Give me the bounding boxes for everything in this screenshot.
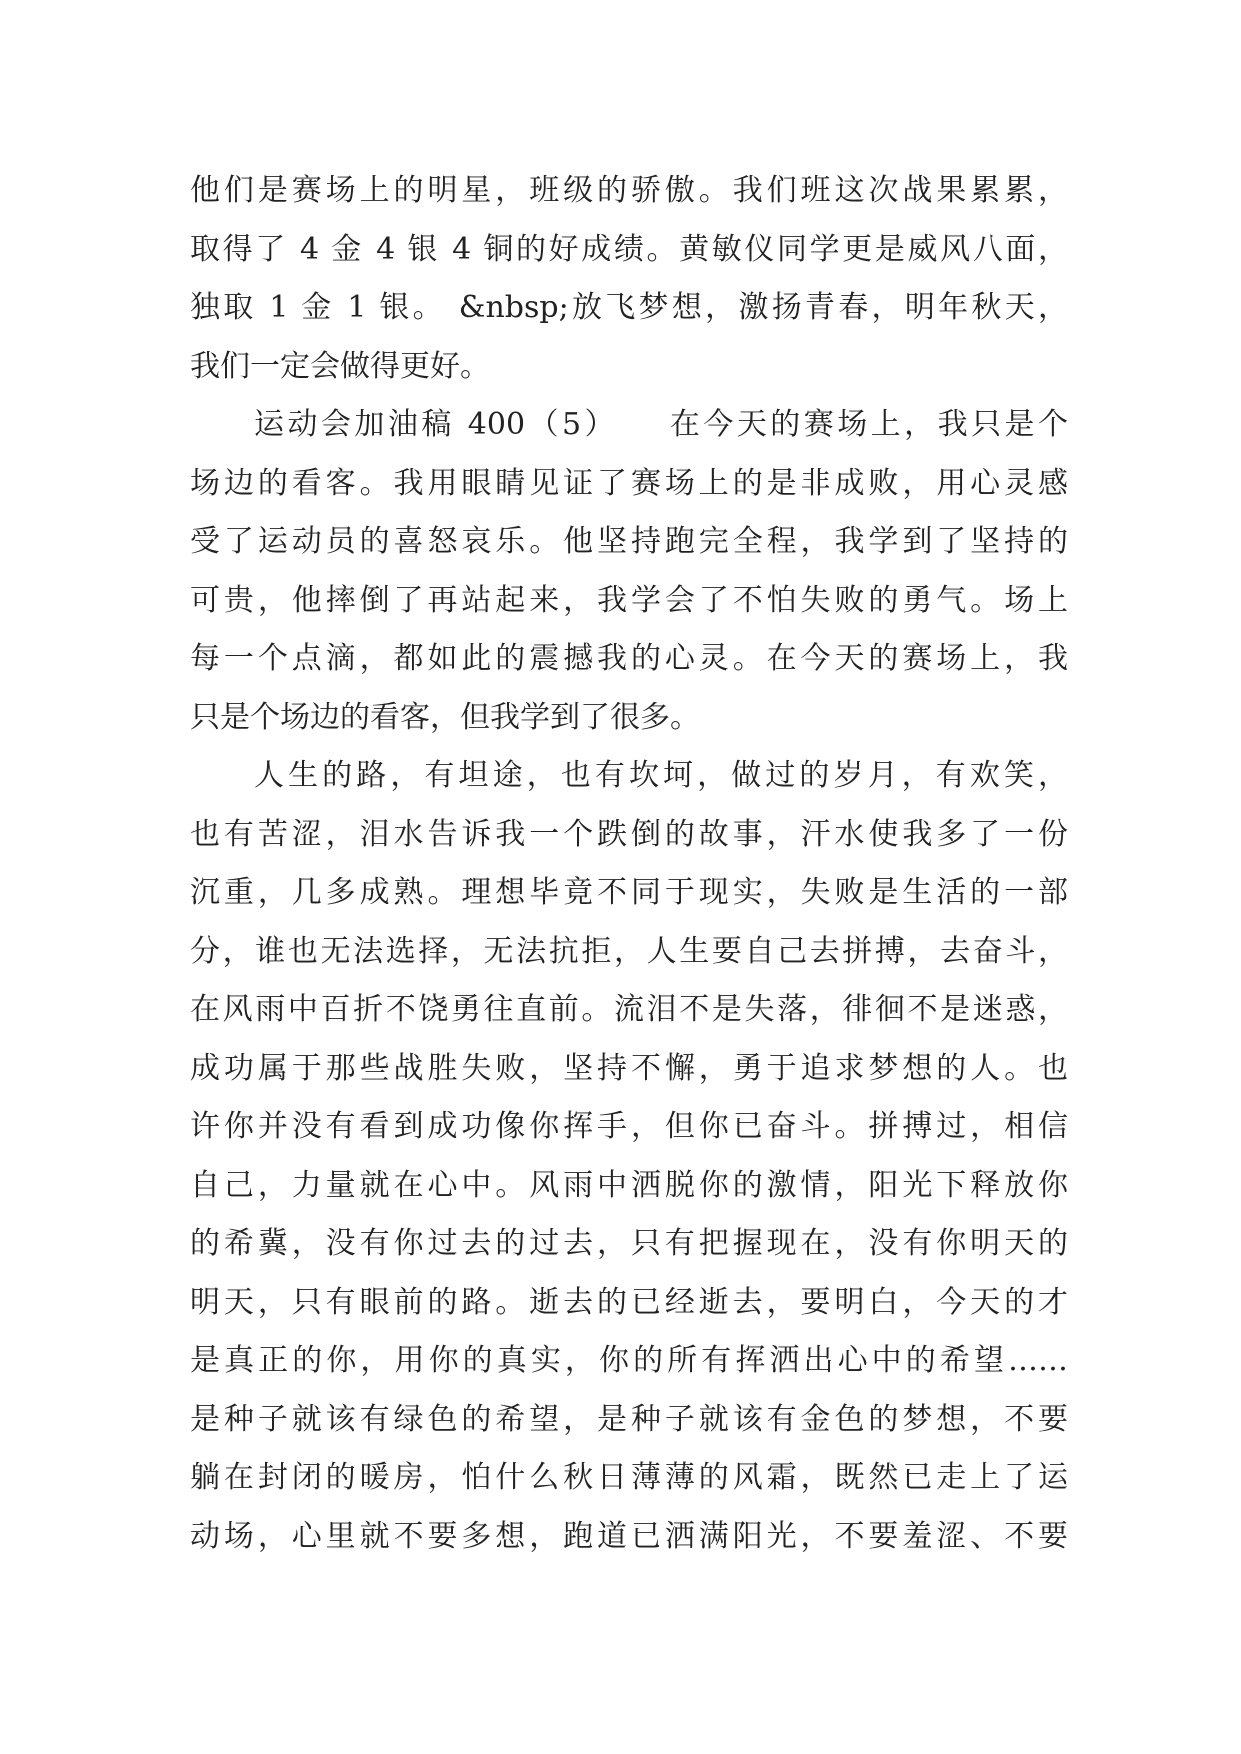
text-line: 躺在封闭的暖房，怕什么秋日薄薄的风霜，既然已走上了运	[190, 1460, 1068, 1495]
text-line: 沉重，几多成熟。理想毕竟不同于现实，失败是生活的一部	[190, 875, 1068, 910]
document-body	[190, 162, 1068, 1566]
text-line: 在风雨中百折不饶勇往直前。流泪不是失落，徘徊不是迷惑，	[190, 992, 1068, 1027]
section-heading-line: 运动会加油稿 400（5） 在今天的赛场上，我只是个	[254, 407, 1068, 442]
text-line: 取得了 4 金 4 银 4 铜的好成绩。黄敏仪同学更是威风八面，	[190, 231, 1068, 267]
text-line: 他们是赛场上的明星，班级的骄傲。我们班这次战果累累，	[190, 173, 1068, 208]
text-line: 成功属于那些战胜失败，坚持不懈，勇于追求梦想的人。也	[190, 1050, 1068, 1086]
text-line: 的希冀，没有你过去的过去，只有把握现在，没有你明天的	[190, 1226, 1068, 1261]
text-line: 可贵，他摔倒了再站起来，我学会了不怕失败的勇气。场上	[190, 582, 1068, 618]
text-line: 每一个点滴，都如此的震撼我的心灵。在今天的赛场上，我	[190, 641, 1068, 676]
text-line: 许你并没有看到成功像你挥手，但你已奋斗。拼搏过，相信	[190, 1109, 1068, 1144]
text-line: 是种子就该有绿色的希望，是种子就该有金色的梦想，不要	[190, 1401, 1068, 1437]
text-line: 动场，心里就不要多想，跑道已洒满阳光，不要羞涩、不要	[190, 1518, 1068, 1554]
text-line: 明天，只有眼前的路。逝去的已经逝去，要明白，今天的才	[190, 1284, 1068, 1320]
text-line: 独取 1 金 1 银。 &nbsp;放飞梦想，激扬青春，明年秋天，	[190, 290, 1068, 325]
text-line: 是真正的你，用你的真实，你的所有挥洒出心中的希望……	[190, 1343, 1068, 1378]
text-line: 自己，力量就在心中。风雨中洒脱你的激情，阳光下释放你	[190, 1167, 1068, 1203]
paragraph-first-line: 人生的路，有坦途，也有坎坷，做过的岁月，有欢笑，	[254, 758, 1068, 793]
text-line: 场边的看客。我用眼睛见证了赛场上的是非成败，用心灵感	[190, 465, 1068, 501]
text-line: 受了运动员的喜怒哀乐。他坚持跑完全程，我学到了坚持的	[190, 524, 1068, 559]
text-line: 只是个场边的看客，但我学到了很多。	[190, 699, 700, 735]
text-line: 也有苦涩，泪水告诉我一个跌倒的故事，汗水使我多了一份	[190, 816, 1068, 852]
text-line: 我们一定会做得更好。	[190, 348, 490, 384]
text-line: 分，谁也无法选择，无法抗拒，人生要自己去拼搏，去奋斗，	[190, 933, 1068, 969]
